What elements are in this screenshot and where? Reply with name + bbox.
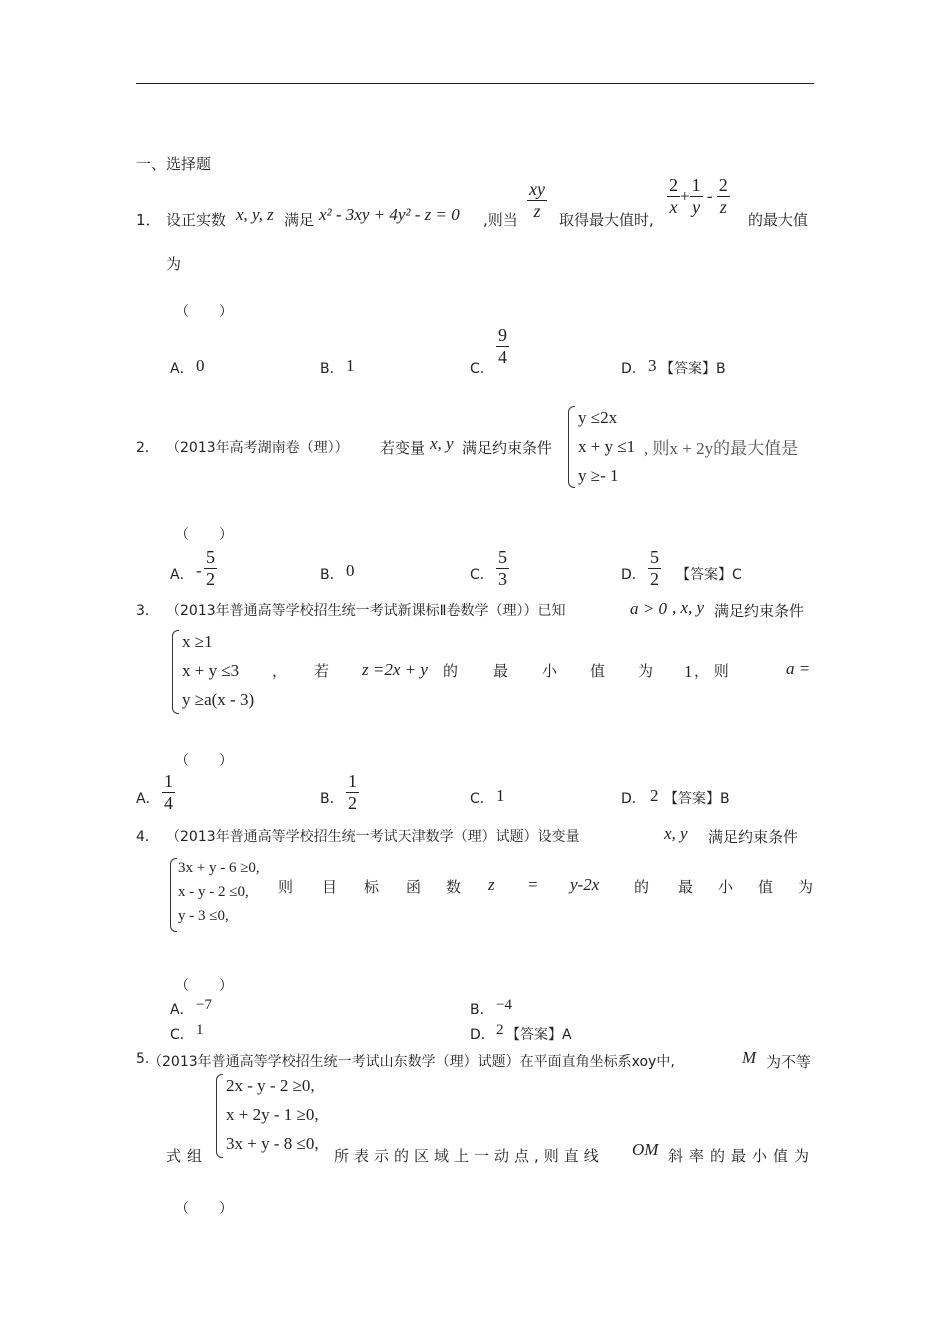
- q4-word-7: 最: [678, 878, 694, 896]
- q5-text-4: 斜率的最小值为: [668, 1147, 816, 1165]
- q4-word-3: 标: [364, 878, 380, 896]
- q1-text-1: 设正实数: [166, 211, 227, 229]
- q5-text-1: 为不等: [766, 1053, 812, 1071]
- q1-expr-c-num: 2: [718, 175, 728, 195]
- q4-word-9: 值: [758, 878, 774, 896]
- q4-word-10: 为: [798, 878, 814, 896]
- q2-option-c: [496, 548, 509, 589]
- q1-answer-paren: （）: [175, 304, 263, 320]
- q4-word-1: 则: [278, 878, 294, 896]
- q3-option-c: 1: [496, 786, 505, 805]
- q5-text-3: 所表示的区域上一动点,则直线: [334, 1147, 604, 1165]
- q4-option-d: 2: [496, 1022, 504, 1038]
- q2-option-d-den: 2: [650, 568, 659, 589]
- q2-brace: [568, 406, 575, 488]
- q4-option-d-label: D．: [470, 1027, 495, 1043]
- q3-sys-line-3: y ≥a(x - 3): [182, 690, 255, 709]
- q2-option-b: 0: [346, 561, 355, 580]
- q3-option-d: 2: [650, 786, 659, 805]
- q3-option-a: [162, 772, 175, 813]
- q4-option-b-label: B．: [470, 1002, 494, 1018]
- q5-sys-line-3: 3x + y - 8 ≤0,: [226, 1134, 319, 1153]
- q4-expression: y-2x: [570, 875, 600, 894]
- q4-number: 4．: [136, 829, 159, 845]
- q4-word-8: 小: [718, 878, 734, 896]
- q3-ze: ， 则: [694, 662, 729, 680]
- q5-text-2: 式组: [166, 1147, 209, 1165]
- q4-option-c: 1: [196, 1022, 204, 1038]
- q1-option-c-label: C．: [470, 361, 494, 377]
- q1-option-b-label: B．: [320, 361, 344, 377]
- q2-answer: 【答案】C: [676, 567, 742, 583]
- q3-option-c-label: C．: [470, 791, 494, 807]
- q3-sys-line-2: x + y ≤3: [182, 661, 240, 680]
- q3-option-b-label: B．: [320, 791, 344, 807]
- q4-option-a: −7: [196, 997, 212, 1013]
- q5-system: [226, 1071, 319, 1158]
- section-title: 一、选择题: [136, 155, 212, 173]
- q5-number: 5.: [136, 1051, 150, 1067]
- q2-option-c-label: C．: [470, 567, 494, 583]
- q2-option-b-label: B．: [320, 567, 344, 583]
- q1-frac-den: z: [533, 200, 541, 221]
- q4-word-6: 的: [634, 878, 650, 896]
- q4-text-1: 满足约束条件: [708, 828, 799, 846]
- q3-word-2: 最: [493, 662, 509, 680]
- q2-option-a-num: 5: [206, 547, 215, 567]
- q3-option-d-label: D．: [621, 791, 646, 807]
- q3-option-b: [346, 772, 359, 813]
- q4-option-b: −4: [496, 997, 512, 1013]
- q2-system: [578, 403, 635, 490]
- q4-sys-line-2: x - y - 2 ≤0,: [178, 884, 249, 900]
- q1-answer: 【答案】B: [660, 361, 726, 377]
- q1-option-d: 3: [648, 356, 657, 375]
- q2-source: （2013年高考湖南卷（理））: [166, 440, 349, 456]
- q2-sys-line-3: y ≥- 1: [578, 466, 619, 485]
- q1-equation: x² - 3xy + 4y² - z = 0: [319, 205, 460, 224]
- q3-condition: a > 0: [630, 599, 667, 618]
- q2-option-a-sign: -: [196, 561, 202, 580]
- q1-option-b: 1: [346, 356, 355, 375]
- q1-expr-b-num: 1: [691, 175, 701, 195]
- q4-system: [178, 856, 260, 928]
- q3-word-4: 值: [590, 662, 606, 680]
- q1-option-d-label: D．: [621, 361, 646, 377]
- q2-sys-line-2: x + y ≤1: [578, 437, 636, 456]
- q4-answer: 【答案】A: [506, 1027, 572, 1043]
- q4-sys-line-3: y - 3 ≤0,: [178, 908, 229, 924]
- q3-vars: , x, y: [672, 598, 705, 617]
- q1-text-2: 满足: [284, 211, 315, 229]
- q1-text-4: 取得最大值时,: [559, 211, 654, 229]
- q1-expr-a-den: x: [669, 196, 678, 217]
- q3-option-a-den: 4: [164, 792, 173, 813]
- q3-source: （2013年普通高等学校招生统一考试新课标Ⅱ卷数学（理））已知: [166, 603, 566, 619]
- q3-option-b-num: 1: [348, 771, 357, 791]
- q1-option-c: [496, 326, 509, 367]
- q1-text-5: 的最大值: [748, 211, 809, 229]
- q5-sys-line-2: x + 2y - 1 ≥0,: [226, 1105, 319, 1124]
- q4-equals: =: [528, 875, 538, 894]
- q1-expr-a-num: 2: [669, 175, 678, 195]
- q2-option-d: [648, 548, 661, 589]
- q2-option-d-num: 5: [650, 547, 659, 567]
- q3-z-expression: z =2x + y: [362, 660, 428, 679]
- q1-option-c-num: 9: [498, 325, 507, 345]
- q5-OM: OM: [632, 1140, 659, 1159]
- q3-word-1: 的: [443, 662, 459, 680]
- q3-number: 3．: [136, 603, 159, 619]
- q3-sys-line-1: x ≥1: [182, 632, 213, 651]
- q5-source: （2013年普通高等学校招生统一考试山东数学（理）试题）在平面直角坐标系xoy中,: [148, 1054, 675, 1070]
- q3-brace: [172, 630, 179, 714]
- q5-answer-paren: （）: [175, 1201, 263, 1217]
- q1-option-a-label: A．: [170, 361, 194, 377]
- q1-expr-c-den: z: [719, 196, 727, 217]
- q2-option-c-num: 5: [498, 547, 507, 567]
- q1-expression: $\frac{2}{x}$ + $\frac{1}{y}$ - $\frac{2}{z}$: [669, 175, 728, 217]
- q3-ruo: 若: [314, 662, 330, 680]
- q3-text-2: 满足约束条件: [714, 602, 805, 620]
- q3-value: 1: [684, 662, 693, 681]
- q2-number: 2．: [136, 440, 159, 456]
- q4-word-5: 数: [446, 878, 462, 896]
- q1-expr-b-den: y: [692, 196, 701, 217]
- q1-option-c-den: 4: [498, 346, 507, 367]
- header-rule: [136, 83, 814, 84]
- q3-word-5: 为: [638, 662, 654, 680]
- q2-answer-paren: （）: [175, 527, 263, 543]
- q1-number: 1．: [136, 211, 161, 229]
- q2-vars: x, y: [430, 434, 454, 453]
- q3-answer: 【答案】B: [664, 791, 730, 807]
- q5-M: M: [742, 1048, 757, 1067]
- q1-frac-num: xy: [529, 179, 545, 199]
- q4-sys-line-1: 3x + y - 6 ≥0,: [178, 860, 260, 876]
- q2-option-a-den: 2: [206, 568, 215, 589]
- q2-option-a-label: A．: [170, 567, 194, 583]
- q3-option-b-den: 2: [348, 792, 357, 813]
- q3-a-equals: a =: [786, 659, 811, 678]
- q4-brace: [170, 858, 177, 932]
- q4-option-c-label: C．: [170, 1027, 194, 1043]
- q3-comma: ，: [272, 662, 288, 680]
- q1-text-6: 为: [166, 255, 182, 273]
- q4-vars: x, y: [664, 824, 688, 843]
- q2-sys-line-1: y ≤2x: [578, 408, 618, 427]
- q5-brace: [216, 1074, 223, 1158]
- q3-option-a-num: 1: [164, 771, 173, 791]
- q1-fraction-xy-z: [527, 180, 547, 221]
- q4-option-a-label: A．: [170, 1002, 194, 1018]
- q2-text-1: 若变量: [380, 439, 426, 457]
- q4-word-4: 函: [406, 878, 422, 896]
- q3-option-a-label: A．: [136, 791, 160, 807]
- q4-word-2: 目: [322, 878, 338, 896]
- q3-system: [182, 627, 254, 714]
- q5-sys-line-1: 2x - y - 2 ≥0,: [226, 1076, 315, 1095]
- q1-vars: x, y, z: [236, 205, 274, 224]
- q2-option-d-label: D．: [621, 567, 646, 583]
- q3-word-3: 小: [542, 662, 558, 680]
- q4-answer-paren: （）: [175, 978, 263, 994]
- q2-option-a: [204, 548, 217, 589]
- q4-source: （2013年普通高等学校招生统一考试天津数学（理）试题）设变量: [166, 829, 580, 845]
- q1-text-3: ,则当: [483, 211, 518, 229]
- q4-z: z: [488, 875, 495, 894]
- q1-option-a: 0: [196, 356, 205, 375]
- q3-answer-paren: （）: [175, 753, 263, 769]
- q2-text-2: 满足约束条件: [462, 439, 553, 457]
- q2-option-c-den: 3: [498, 568, 507, 589]
- q2-tail: , 则x + 2y的最大值是: [644, 439, 799, 458]
